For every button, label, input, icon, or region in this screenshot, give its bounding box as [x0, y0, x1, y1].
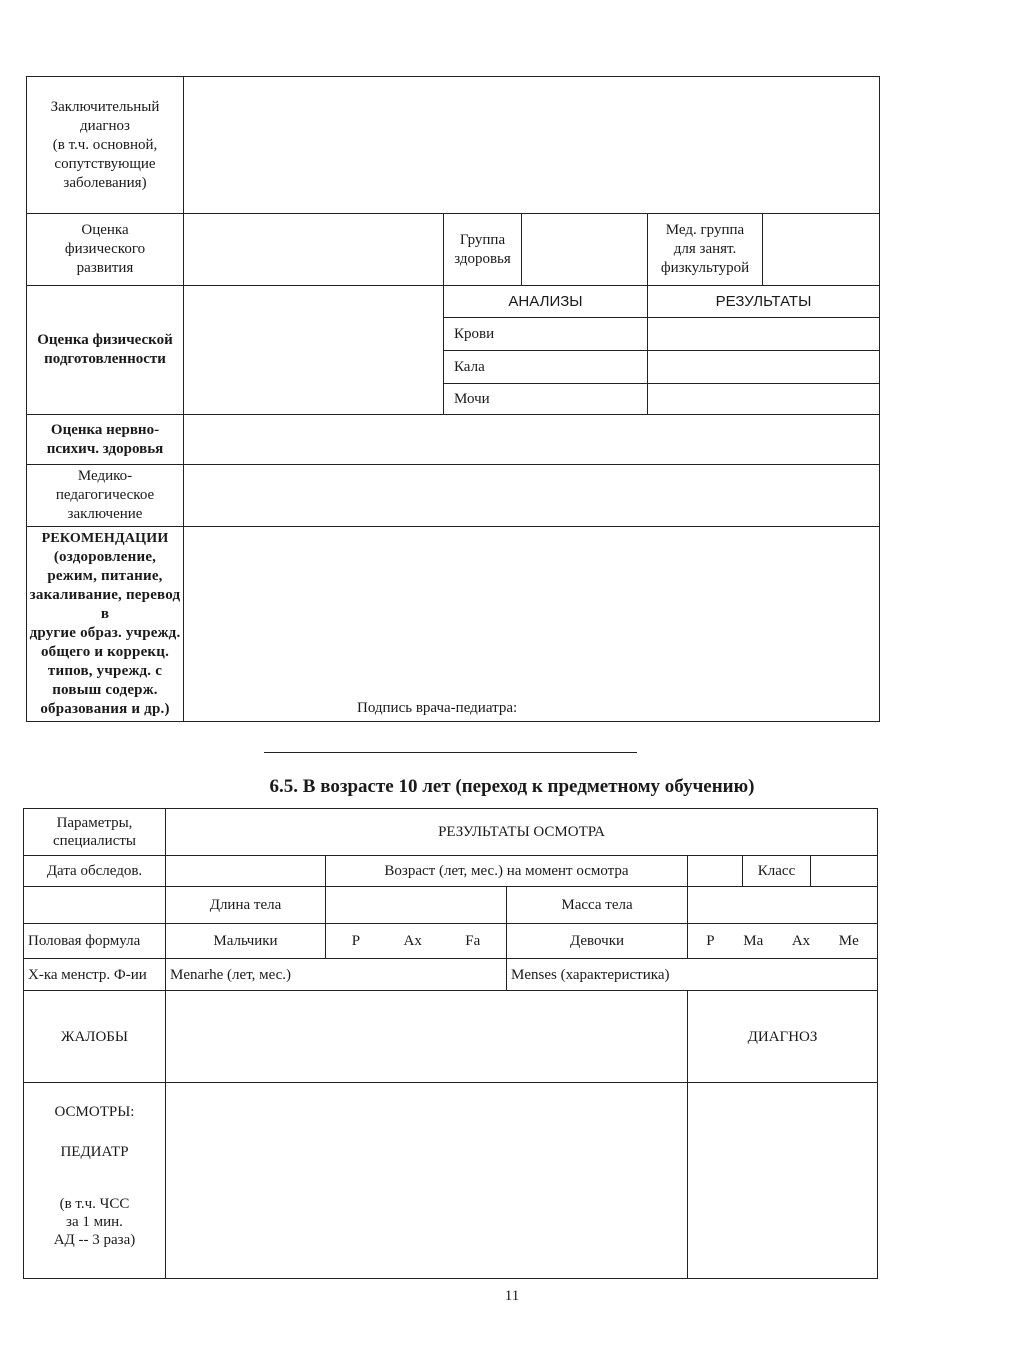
body-measures-row: [24, 887, 878, 924]
boys-marks[interactable]: [326, 924, 507, 959]
class-label: Класс: [743, 856, 811, 887]
section-title: 6.5. В возрасте 10 лет (переход к предметному обучению): [269, 776, 755, 797]
label-line: Оценка нервно-: [50, 421, 160, 438]
sex-formula-label: Половая формула: [24, 924, 166, 959]
exam-results-header: РЕЗУЛЬТАТЫ ОСМОТРА: [166, 809, 878, 856]
label-line: сопутствующие: [54, 155, 156, 172]
complaints-label: ЖАЛОБЫ: [24, 991, 166, 1083]
label-line: (оздоровление,: [53, 549, 157, 565]
result-urine-field[interactable]: [648, 384, 880, 415]
label-line: специалисты: [53, 833, 136, 849]
label-line: Параметры,: [56, 815, 133, 831]
result-blood-field[interactable]: [648, 318, 880, 351]
analyses-header: АНАЛИЗЫ: [444, 286, 648, 318]
label-line: за 1 мин.: [66, 1214, 123, 1230]
exam-date-row: [24, 856, 878, 887]
pediatrician-exam-field[interactable]: [166, 1083, 688, 1279]
label-line: типов, учрежд. с: [47, 663, 163, 679]
results-header: РЕЗУЛЬТАТЫ: [648, 286, 880, 318]
label-line: физкультурой: [660, 260, 750, 276]
label-line: педагогическое: [55, 487, 155, 503]
med-ped-conclusion-row: [27, 465, 880, 527]
age-at-exam-label: Возраст (лет, мес.) на момент осмотра: [326, 856, 688, 887]
label-line: режим, питание,: [47, 568, 163, 584]
label-line: диагноз: [80, 117, 130, 134]
class-field[interactable]: [811, 856, 878, 887]
exam-date-field[interactable]: [166, 856, 326, 887]
physical-development-field[interactable]: [184, 214, 444, 286]
label-line: повыш содерж.: [52, 682, 158, 698]
mark-me: Me: [838, 933, 859, 949]
label-line: заключение: [67, 506, 143, 522]
label-line: АД -- 3 раза): [53, 1232, 136, 1248]
label-line: Заключительный: [50, 98, 160, 115]
body-measures-blank: [24, 887, 166, 924]
diagnosis-field[interactable]: [688, 1083, 878, 1279]
physical-development-row: [27, 214, 880, 286]
med-ped-conclusion-field[interactable]: [184, 465, 880, 527]
label-line: развития: [76, 260, 134, 276]
signature-line[interactable]: [264, 752, 637, 753]
girls-marks-group: [692, 932, 873, 950]
body-mass-label: Масса тела: [507, 887, 688, 924]
mark-ax: Ax: [403, 933, 422, 949]
analyses-header-row: [27, 286, 880, 318]
exams-heading: ОСМОТРЫ:: [54, 1104, 135, 1120]
signature-label: Подпись врача-педиатра:: [357, 700, 518, 716]
exams-label: [24, 1083, 166, 1279]
boys-marks-group: [330, 932, 502, 950]
body-mass-field[interactable]: [688, 887, 878, 924]
label-line: другие образ. учрежд.: [29, 625, 181, 641]
analysis-urine: Мочи: [444, 384, 648, 415]
diagnosis-label: ДИАГНОЗ: [688, 991, 878, 1083]
mark-ax: Ax: [791, 933, 811, 949]
menarhe-field[interactable]: Menarhe (лет, мес.): [166, 959, 507, 991]
analysis-stool: Кала: [444, 351, 648, 384]
exam-date-label: Дата обследов.: [24, 856, 166, 887]
recommendations-field[interactable]: [184, 527, 880, 722]
assessment-table: [26, 76, 880, 722]
label-line: образования и др.): [40, 701, 170, 717]
final-diagnosis-label: [27, 77, 184, 214]
physical-fitness-label: [27, 286, 184, 415]
params-label: [24, 809, 166, 856]
recommendations-label: [27, 527, 184, 722]
neuro-health-label: [27, 415, 184, 465]
recommendations-heading: РЕКОМЕНДАЦИИ: [41, 531, 169, 546]
med-ped-conclusion-label: [27, 465, 184, 527]
body-length-field[interactable]: [326, 887, 507, 924]
label-line: психич. здоровья: [46, 440, 164, 457]
mark-fa: Fa: [465, 933, 481, 949]
body-length-label: Длина тела: [166, 887, 326, 924]
menses-field[interactable]: Menses (характеристика): [507, 959, 878, 991]
physical-fitness-field[interactable]: [184, 286, 444, 415]
label-line: здоровья: [454, 250, 511, 267]
label-line: Группа: [459, 231, 506, 248]
med-group-label: [648, 214, 763, 286]
recommendations-row: [27, 527, 880, 722]
health-group-field[interactable]: [522, 214, 648, 286]
final-diagnosis-field[interactable]: [184, 77, 880, 214]
girls-label: Девочки: [507, 924, 688, 959]
label-line: для занят.: [673, 241, 737, 257]
label-line: Оценка физической: [37, 332, 173, 348]
exam-header-row: [24, 809, 878, 856]
result-stool-field[interactable]: [648, 351, 880, 384]
label-line: физического: [64, 241, 146, 257]
mark-ma: Ma: [743, 933, 764, 949]
label-line: Оценка: [81, 222, 129, 238]
label-line: закаливание, перевод в: [29, 587, 181, 622]
pediatrician-label: ПЕДИАТР: [60, 1144, 129, 1160]
mark-p: P: [706, 933, 715, 949]
girls-marks[interactable]: [688, 924, 878, 959]
neuro-health-row: [27, 415, 880, 465]
label-line: Мед. группа: [665, 222, 745, 238]
label-line: заболевания): [63, 174, 147, 191]
menstr-label: Х-ка менстр. Ф-ии: [24, 959, 166, 991]
final-diagnosis-row: [27, 77, 880, 214]
sex-formula-row: [24, 924, 878, 959]
mark-p: P: [351, 933, 361, 949]
label-line: (в т.ч. ЧСС: [59, 1196, 130, 1212]
physical-development-label: [27, 214, 184, 286]
label-line: подготовленности: [44, 351, 166, 367]
age-at-exam-field[interactable]: [688, 856, 743, 887]
analysis-blood: Крови: [444, 318, 648, 351]
menstr-row: [24, 959, 878, 991]
complaints-row: [24, 991, 878, 1083]
label-line: Медико-: [77, 468, 133, 484]
med-group-field[interactable]: [763, 214, 880, 286]
health-group-label: [444, 214, 522, 286]
exam-table: [23, 808, 878, 1279]
label-line: общего и коррекц.: [40, 644, 170, 660]
complaints-field[interactable]: [166, 991, 688, 1083]
boys-label: Мальчики: [166, 924, 326, 959]
exams-row: [24, 1083, 878, 1279]
label-line: (в т.ч. основной,: [52, 136, 158, 153]
page-number: 11: [504, 1288, 520, 1304]
neuro-health-field[interactable]: [184, 415, 880, 465]
